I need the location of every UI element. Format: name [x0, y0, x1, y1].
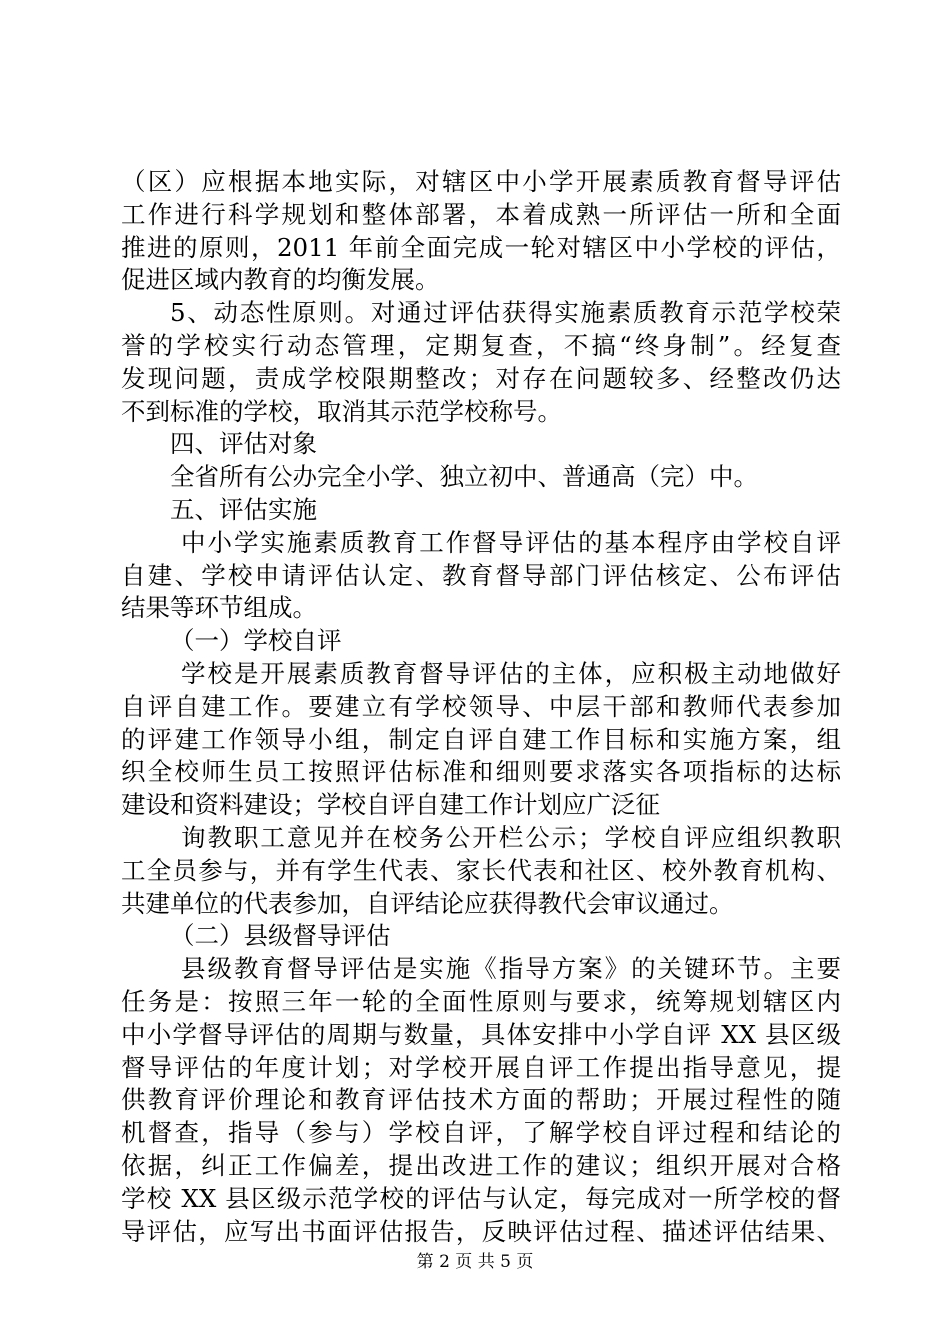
text-line: 学校是开展素质教育督导评估的主体，应积极主动地做好 — [181, 658, 841, 688]
text-line: 不到标准的学校，取消其示范学校称号。 — [121, 396, 562, 426]
text-line: 共建单位的代表参加，自评结论应获得教代会审议通过。 — [121, 888, 734, 918]
text-line: （区）应根据本地实际，对辖区中小学开展素质教育督导评估 — [121, 167, 841, 196]
text-line: 工作进行科学规划和整体部署，本着成熟一所评估一所和全面 — [121, 199, 841, 229]
text-line: 县级教育督导评估是实施《指导方案》的关键环节。主要 — [181, 954, 841, 984]
text-line: 自建、学校申请评估认定、教育督导部门评估核定、公布评估 — [121, 560, 841, 590]
text-line: 供教育评价理论和教育评估技术方面的帮助；开展过程性的随 — [121, 1085, 841, 1115]
text-line: 依据，纠正工作偏差，提出改进工作的建议；组织开展对合格 — [121, 1150, 841, 1180]
text-line: 建设和资料建设；学校自评自建工作计划应广泛征 — [121, 790, 660, 820]
text-line: 中小学督导评估的周期与数量，具体安排中小学自评 XX 县区级 — [121, 1019, 841, 1049]
text-line: 四、评估对象 — [170, 429, 317, 459]
text-line: 全省所有公办完全小学、独立初中、普通高（完）中。 — [170, 462, 758, 492]
text-line: 学校 XX 县区级示范学校的评估与认定，每完成对一所学校的督 — [121, 1183, 841, 1213]
text-line: 结果等环节组成。 — [121, 593, 317, 623]
text-line: 机督查，指导（参与）学校自评，了解学校自评过程和结论的 — [121, 1118, 841, 1148]
text-line: 导评估，应写出书面评估报告，反映评估过程、描述评估结果、 — [121, 1216, 841, 1246]
text-line: 织全校师生员工按照评估标准和细则要求落实各项指标的达标 — [121, 757, 841, 787]
text-line: 5、动态性原则。对通过评估获得实施素质教育示范学校荣 — [170, 298, 841, 328]
text-line: 推进的原则，2011 年前全面完成一轮对辖区中小学校的评估， — [121, 232, 841, 262]
text-line: 的评建工作领导小组，制定自评自建工作目标和实施方案，组 — [121, 724, 841, 754]
text-line: 中小学实施素质教育工作督导评估的基本程序由学校自评 — [181, 527, 841, 557]
text-line: 任务是：按照三年一轮的全面性原则与要求，统筹规划辖区内 — [121, 986, 841, 1016]
text-line: 五、评估实施 — [170, 494, 317, 524]
text-line: （一）学校自评 — [170, 626, 342, 656]
text-line: 工全员参与，并有学生代表、家长代表和社区、校外教育机构、 — [121, 855, 841, 885]
text-line: （二）县级督导评估 — [170, 921, 391, 951]
text-line: 询教职工意见并在校务公开栏公示；学校自评应组织教职 — [181, 822, 841, 852]
text-line: 自评自建工作。要建立有学校领导、中层干部和教师代表参加 — [121, 691, 841, 721]
document-body — [121, 166, 841, 1248]
page-footer: 第 2 页 共 5 页 — [416, 1252, 534, 1272]
text-line: 督导评估的年度计划；对学校开展自评工作提出指导意见，提 — [121, 1052, 841, 1082]
text-line: 誉的学校实行动态管理，定期复查，不搞“终身制”。经复查 — [121, 330, 841, 360]
text-line: 发现问题，责成学校限期整改；对存在问题较多、经整改仍达 — [121, 363, 841, 393]
text-line: 促进区域内教育的均衡发展。 — [121, 265, 440, 295]
